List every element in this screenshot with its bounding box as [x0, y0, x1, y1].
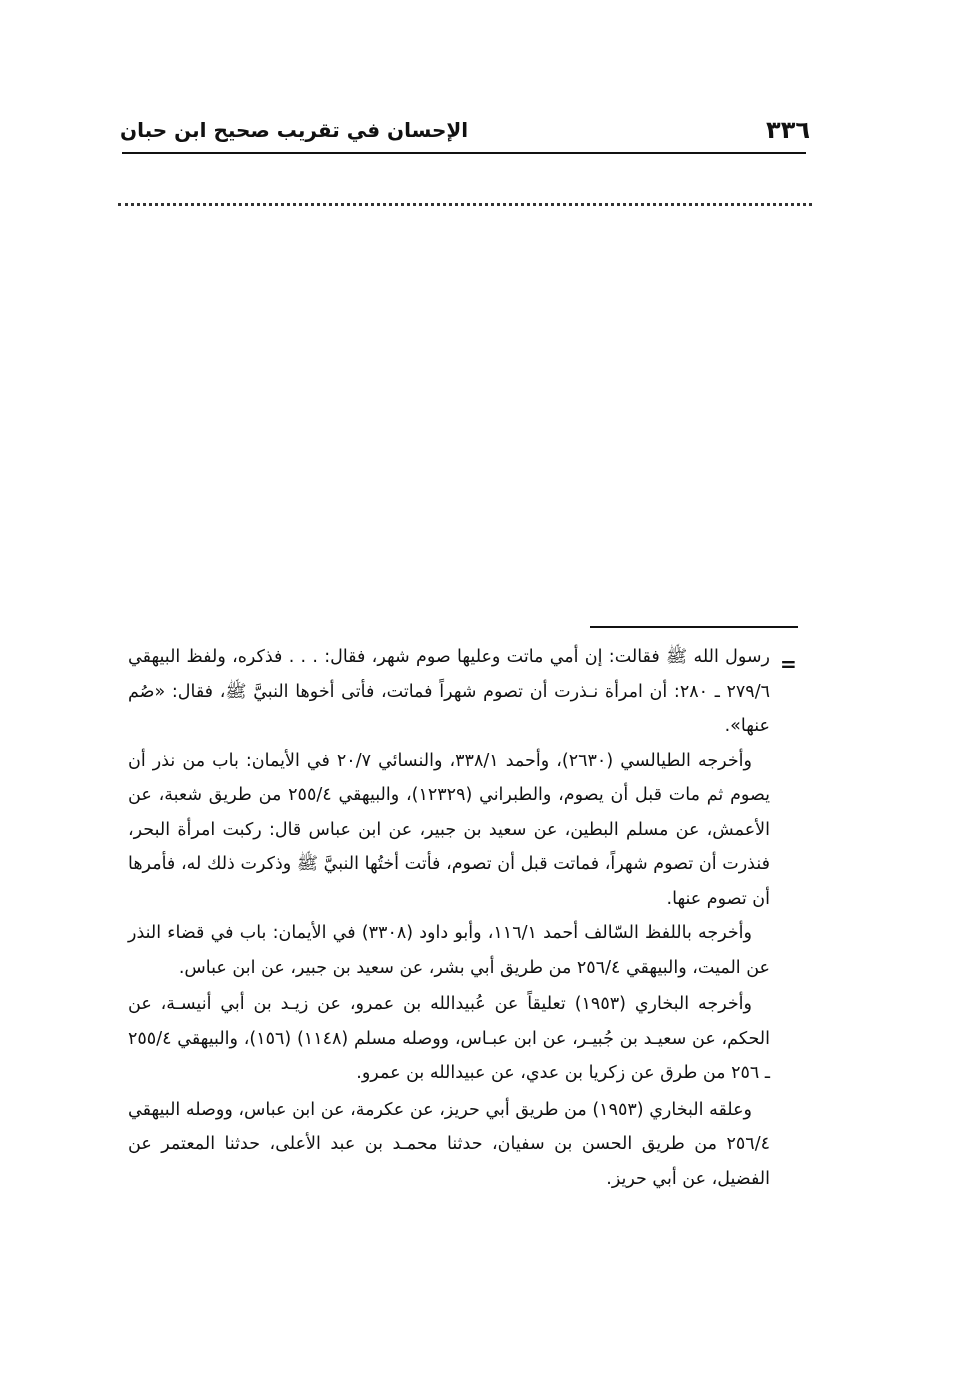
footnote-paragraph: وعلقه البخاري (١٩٥٣) من طريق أبي حريز، عن عكرمة، عن ابن عباس، ووصله البيهقي ٢٥٦/٤ من طريق الحسن بن سفيان، حدثنا محمـد بن عبد الأعلى، حدثنا المعتمر عن الفضيل، عن أبي حريز. — [128, 1099, 770, 1189]
page-number: ٣٣٦ — [766, 116, 810, 144]
footnotes-block — [128, 640, 770, 1196]
page-header — [120, 112, 810, 152]
footnote-paragraph: وأخرجه البخاري (١٩٥٣) تعليقاً عن عُبيدالله بن عمرو، عن زيـد بن أبي أنيسـة، عن الحكم، عن سعيـد بن جُبيـر، عن ابن عبـاس، ووصله مسلم (١١٤٨) (١٥٦)، والبيهقي ٢٥٥/٤ ـ ٢٥٦ من طرق عن زكريا بن عدي، عن عبيدالله بن عمرو. — [128, 994, 770, 1083]
footnote-paragraph: رسول الله ﷺ فقالت: إن أمي ماتت وعليها صوم شهر، فقال: . . . فذكره، ولفظ البيهقي ٢٧٩/٦ ـ ٢٨٠: أن امرأة نـذرت أن تصوم شهراً فماتت، فأتى أخوها النبيَّ ﷺ، فقال: «صُم عنها». — [128, 647, 770, 736]
footnote-continuation-mark: = — [780, 652, 797, 676]
footnote-separator — [590, 626, 798, 628]
running-title: الإحسان في تقريب صحيح ابن حبان — [120, 118, 469, 142]
footnote-paragraph: وأخرجه باللفظ السّالف أحمد ١١٦/١، وأبو داود (٣٣٠٨) في الأيمان: باب في قضاء النذر عن الميت، والبيهقي ٢٥٦/٤ من طريق أبي بشر، عن سعيد بن جبير، عن ابن عباس. — [128, 923, 770, 978]
footnote-paragraph: وأخرجه الطيالسي (٢٦٣٠)، وأحمد ٣٣٨/١، والنسائي ٢٠/٧ في الأيمان: باب من نذر أن يصوم ثم مات قبل أن يصوم، والطبراني (١٢٣٢٩)، والبيهقي ٢٥٥/٤ من طريق شعبة، عن الأعمش، عن مسلم البطين، عن سعيد بن جبير، عن ابن عباس قال: ركبت امرأة البحر، فنذرت أن تصوم شهراً، فماتت قبل أن تصوم، فأتت أختُها النبيَّ ﷺ وذكرت ذلك له، فأمرها أن تصوم عنها. — [128, 750, 770, 909]
header-rule — [122, 152, 806, 154]
dotted-separator — [118, 203, 812, 206]
